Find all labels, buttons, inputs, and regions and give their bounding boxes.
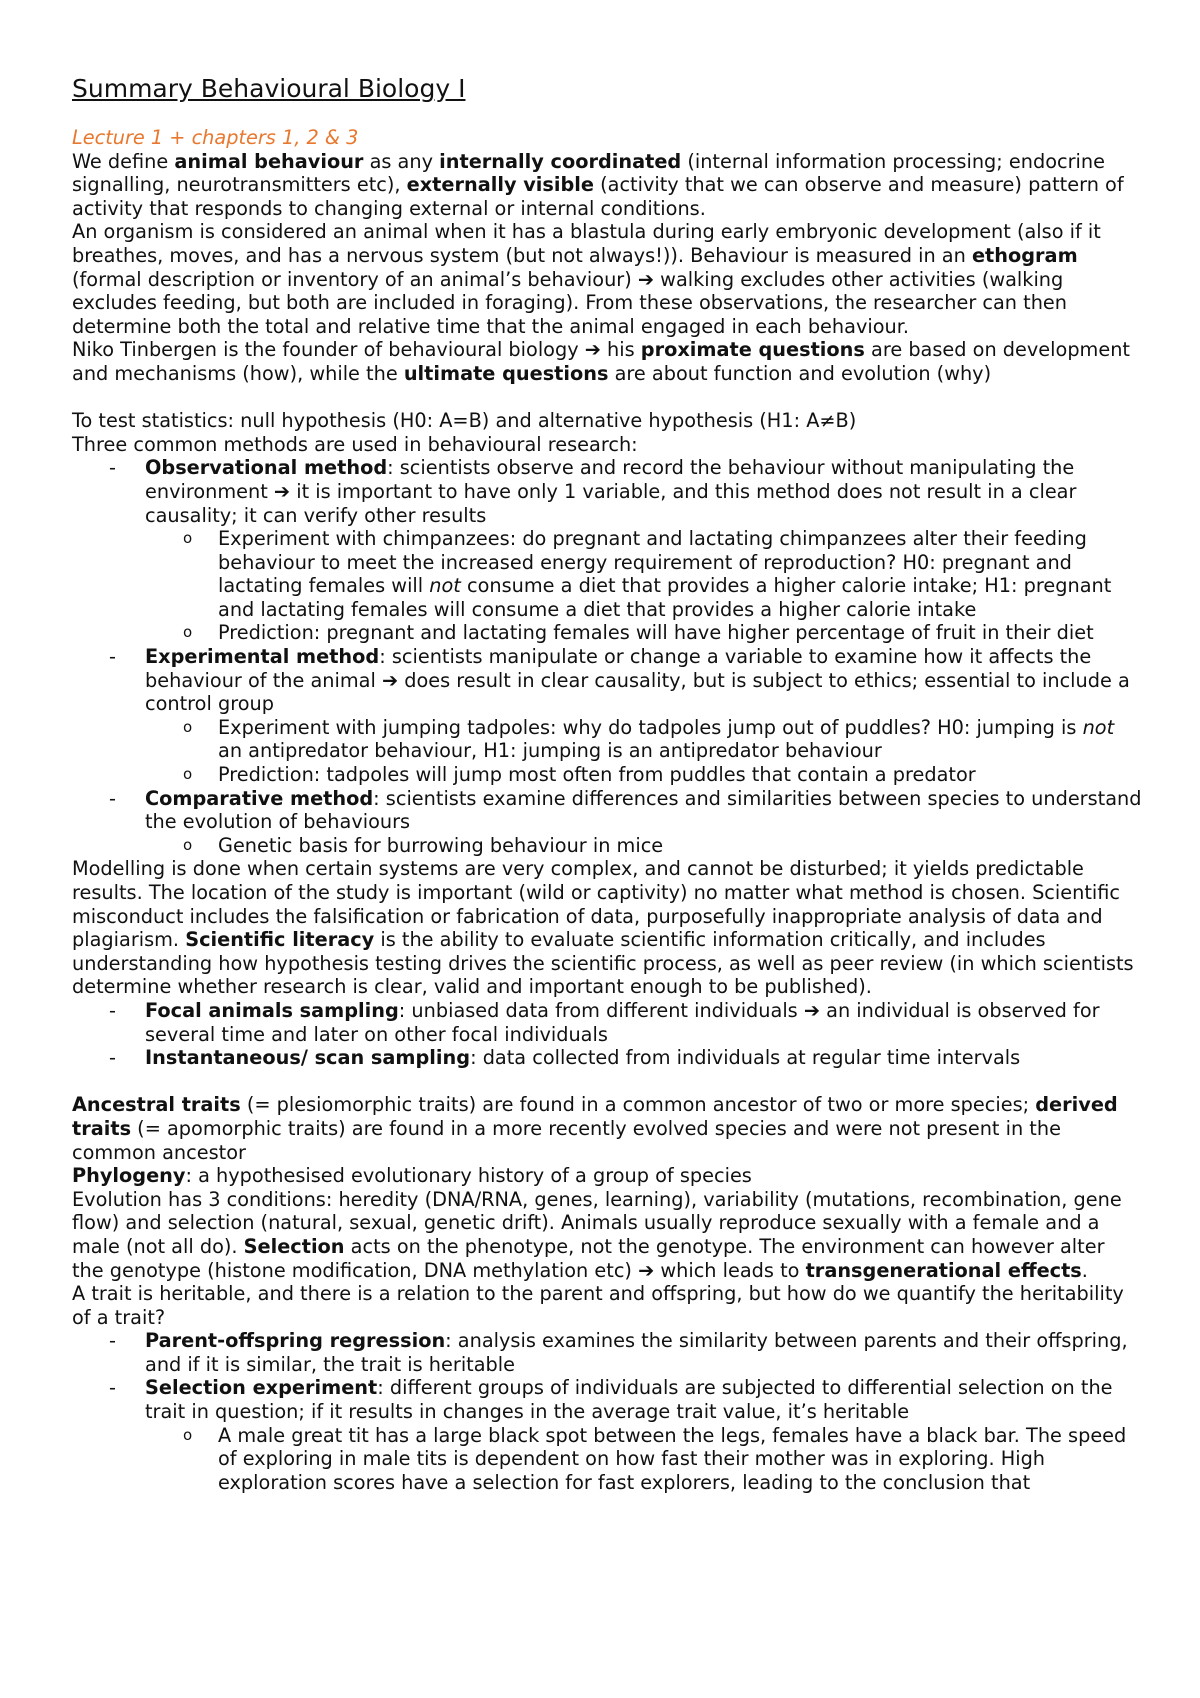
sub-list-item (72, 527, 1142, 621)
text-run: : analysis examines the similarity between parents and their offspring, and if it is similar, the trait is heritable (145, 1329, 1128, 1376)
document-page (72, 74, 1142, 1494)
lecture-heading: Lecture 1 + chapters 1, 2 & 3 (72, 126, 359, 149)
bold-term: Observational method (145, 456, 388, 480)
bold-term: Comparative method (145, 786, 374, 810)
bold-term: ethogram (971, 243, 1078, 267)
text-run: An organism is considered an animal when it has a blastula during early embryonic development (also if it breathes, moves, and has a nervous system (but not always!)). Behaviour is measured in an (72, 220, 1101, 267)
bold-term: externally visible (406, 173, 594, 197)
list-item (72, 1329, 1142, 1376)
text-run: as any (363, 149, 440, 173)
italic-text: not (1082, 715, 1115, 739)
bold-term: Focal animals sampling (145, 998, 399, 1022)
text-run: : scientists examine differences and similarities between species to understand the evolution of behaviours (145, 786, 1142, 834)
dash-bullet: - (109, 1046, 116, 1070)
text-run: Prediction: pregnant and lactating females will have higher percentage of fruit in their diet (218, 621, 1094, 645)
paragraph (72, 150, 1142, 221)
text-run: is the ability to evaluate scientific information critically, and includes understanding how hypothesis testing drives the scientific process, as well as peer review (in which scientists determine whether research is clear, valid and important enough to be published). (72, 928, 1134, 999)
sub-list-item (72, 716, 1142, 763)
paragraph (72, 857, 1142, 999)
bold-term: Scientific literacy (185, 928, 375, 952)
text-run: Experiment with jumping tadpoles: why do tadpoles jump out of puddles? H0: jumping is (218, 715, 1083, 739)
text-run: an antipredator behaviour, H1: jumping is an antipredator behaviour (218, 739, 882, 763)
text-run: (internal information processing; endocrine signalling, neurotransmitters etc), (72, 149, 1105, 197)
list-item (72, 999, 1142, 1046)
bold-term: transgenerational effects (805, 1258, 1082, 1282)
list-item (72, 787, 1142, 834)
circle-bullet: o (183, 765, 193, 784)
paragraph (72, 409, 1142, 433)
text-run: (= plesiomorphic traits) are found in a common ancestor of two or more species; (240, 1093, 1036, 1117)
circle-bullet: o (183, 529, 193, 548)
dash-bullet: - (109, 456, 116, 480)
bold-term: derived traits (72, 1093, 1118, 1140)
circle-bullet: o (183, 717, 193, 736)
text-run: Evolution has 3 conditions: heredity (DNA/RNA, genes, learning), variability (mutations, recombination, gene flow) and selection (natural, sexual, genetic drift). Animals usually reproduce sexually with a female and a male (not all do). (72, 1187, 1122, 1258)
text-run: Modelling is done when certain systems are very complex, and cannot be disturbed; it yields predictable results. The location of the study is important (wild or captivity) no matter what method is chosen. Scientific misconduct includes the falsification or fabrication of data, purposefully inappropriate analysis of data and plagiarism. (72, 857, 1121, 952)
paragraph (72, 1164, 1142, 1188)
text-run: : different groups of individuals are subjected to differential selection on the trait in question; if it results in changes in the average trait value, it’s heritable (145, 1376, 1113, 1424)
dash-bullet: - (109, 786, 116, 810)
sub-list-item (72, 834, 1142, 858)
paragraph (72, 1188, 1142, 1282)
bold-term: Selection experiment (145, 1376, 378, 1400)
paragraph (72, 1282, 1142, 1329)
circle-bullet: o (183, 623, 193, 642)
circle-bullet: o (183, 1425, 193, 1444)
document-title: Summary Behavioural Biology I (72, 74, 466, 103)
list-item (72, 1046, 1142, 1070)
dash-bullet: - (109, 1329, 116, 1353)
list-item (72, 645, 1142, 716)
text-run: . (1081, 1258, 1088, 1282)
text-run: Genetic basis for burrowing behaviour in mice (218, 833, 664, 857)
dash-bullet: - (109, 645, 116, 669)
dash-bullet: - (109, 1376, 116, 1400)
bold-term: ultimate questions (403, 361, 609, 385)
dash-bullet: - (109, 998, 116, 1022)
text-run: acts on the phenotype, not the genotype. The environment can however alter the genotype (histone modification, DNA methylation etc) ➔ which leads to (72, 1234, 1105, 1282)
sub-list-item (72, 621, 1142, 645)
text-run: are about function and evolution (why) (608, 361, 992, 385)
text-run: Experiment with chimpanzees: do pregnant and lactating chimpanzees alter their feeding behaviour to meet the increased energy requirement of reproduction? H0: pregnant and lactating females will (218, 527, 1087, 598)
circle-bullet: o (183, 835, 193, 854)
paragraph (72, 220, 1142, 338)
bold-term: animal behaviour (174, 149, 364, 173)
text-run: : data collected from individuals at regular time intervals (470, 1046, 1021, 1070)
sub-list-item (72, 763, 1142, 787)
text-run: (= apomorphic traits) are found in a more recently evolved species and were not present in the common ancestor (72, 1116, 1061, 1164)
document-body (72, 150, 1142, 1495)
sub-list-item (72, 1424, 1142, 1495)
text-run: : scientists observe and record the behaviour without manipulating the environment ➔ it is important to have only 1 variable, and this method does not result in a clear causality; it can verify other results (145, 456, 1077, 527)
bold-term: Selection (243, 1234, 345, 1258)
text-run: : a hypothesised evolutionary history of a group of species (185, 1164, 752, 1188)
bold-term: Parent-offspring regression (145, 1329, 446, 1353)
text-run: Niko Tinbergen is the founder of behavioural biology ➔ his (72, 338, 641, 362)
italic-text: not (429, 574, 461, 598)
paragraph (72, 433, 1142, 457)
bold-term: Instantaneous/ scan sampling (145, 1046, 471, 1070)
paragraph (72, 1093, 1142, 1164)
text-run: : unbiased data from different individuals ➔ an individual is observed for several time and later on other focal individuals (145, 998, 1100, 1046)
paragraph (72, 338, 1142, 385)
bold-term: proximate questions (640, 338, 865, 362)
text-run: A trait is heritable, and there is a relation to the parent and offspring, but how do we quantify the heritability of a trait? (72, 1282, 1124, 1329)
bold-term: Ancestral traits (72, 1093, 241, 1117)
bold-term: internally coordinated (439, 149, 682, 173)
text-run: : scientists manipulate or change a variable to examine how it affects the behaviour of the animal ➔ does result in clear causality, but is subject to ethics; essential to include a control group (145, 645, 1130, 716)
list-item (72, 1376, 1142, 1423)
bold-term: Phylogeny (72, 1164, 186, 1188)
blank-line (72, 1070, 1142, 1094)
text-run: Three common methods are used in behavioural research: (72, 432, 638, 456)
text-run: To test statistics: null hypothesis (H0: A=B) and alternative hypothesis (H1: A≠B) (72, 409, 857, 433)
text-run: are based on development and mechanisms (how), while the (72, 338, 1130, 385)
text-run: (activity that we can observe and measure) pattern of activity that responds to changing external or internal conditions. (72, 173, 1124, 220)
text-run: We define (72, 149, 175, 173)
text-run: (formal description or inventory of an animal’s behaviour) ➔ walking excludes other activities (walking excludes feeding, but both are included in foraging). From these observations, the researcher can then determine both the total and relative time that the animal engaged in each behaviour. (72, 267, 1068, 338)
list-item (72, 456, 1142, 527)
text-run: Prediction: tadpoles will jump most often from puddles that contain a predator (218, 763, 976, 787)
text-run: A male great tit has a large black spot between the legs, females have a black bar. The speed of exploring in male tits is dependent on how fast their mother was in exploring. High exploration scores have a selection for fast explorers, leading to the conclusion that (218, 1423, 1127, 1494)
bold-term: Experimental method (145, 645, 380, 669)
text-run: consume a diet that provides a higher calorie intake; H1: pregnant and lactating females will consume a diet that provides a higher calorie intake (218, 574, 1112, 621)
blank-line (72, 386, 1142, 410)
